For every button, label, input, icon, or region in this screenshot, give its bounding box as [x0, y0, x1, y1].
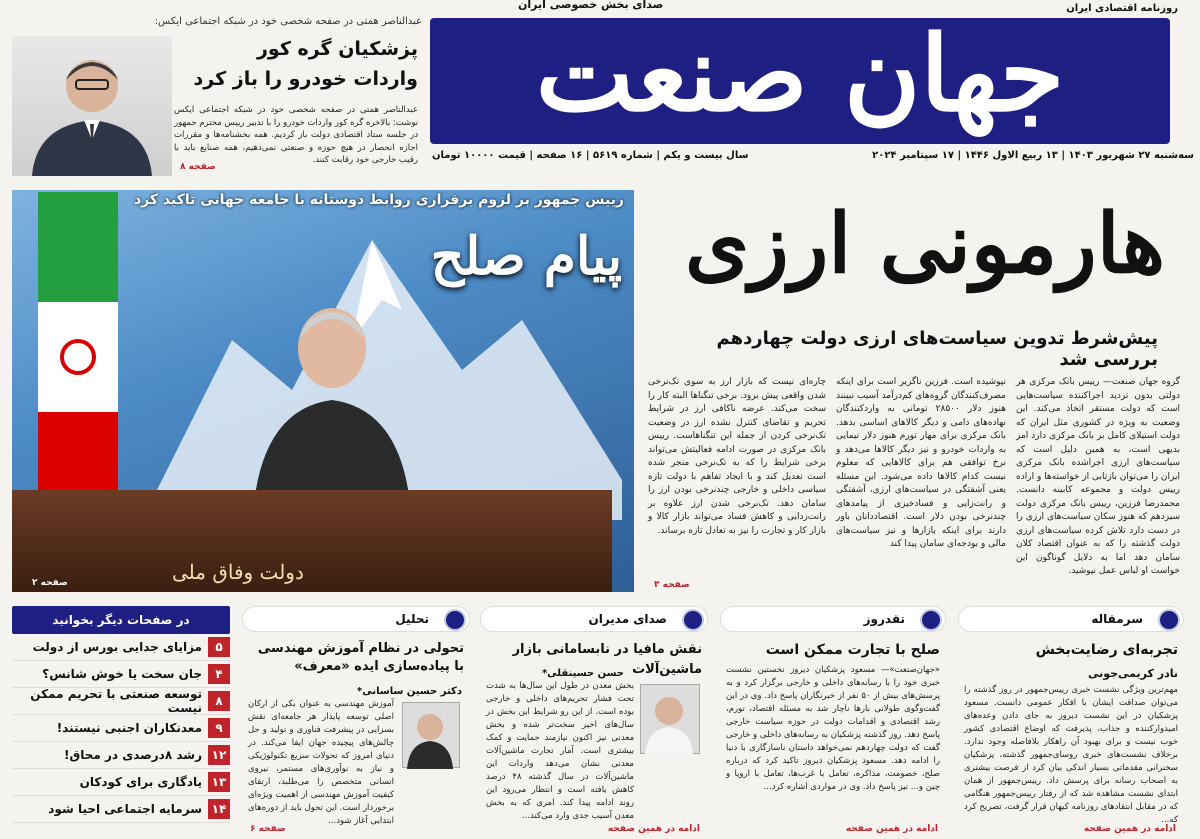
teaser-kicker: عبدالناصر همتی در صفحه شخصی خود در شبکه اجتماعی ایکس: [154, 16, 422, 27]
author-photo [402, 702, 460, 768]
tagline: صدای بخش خصوصی ایران [518, 0, 664, 11]
section-icon [1158, 609, 1180, 631]
teaser-title-2: واردات خودرو را باز کرد [193, 68, 418, 90]
iran-flag-icon [38, 192, 118, 532]
list-item-label: یادگاری برای کودکان [79, 775, 202, 789]
list-item[interactable] [12, 661, 230, 688]
section-icon [682, 609, 704, 631]
section-more-link[interactable]: ادامه در همین صفحه [845, 824, 938, 834]
lead-column-2: نپوشیده است. فرزین ناگزیر است برای اینکه مصرف‌کنندگان گروه‌های کم‌درآمد آسیب نبینند هنوز دلار ۲۸۵۰۰ تومانی به واردکنندگان نهاده‌های دامی و دیگر کالاهای اساسی بدهد. بانک مرکزی برای مهار تورم هنوز دلار نیمایی به واردات خودرو و نیز دیگر کالاها می‌دهد و نرخ توافقی هم برای کالاهایی که معلوم نیست کدام کالاها داده می‌شود. این مسئله یعنی آشفتگی در سیاست‌های ارزی، آشفتگی و رانت‌زایی و فسادخیزی از پیامدهای چندنرخی بودن دلار است. اقتصاددانان باور دارند برای اینکه بازارها و نیز سیاست‌های مالی و بودجه‌ای سامان پیدا کند [836, 377, 1006, 549]
lead-column-3: چاره‌ای نیست که بازار ارز به سوی تک‌نرخی شدن واقعی پیش برود. برخی تنگناها البته کار را سخت می‌کند. عرضه ناکافی ارز در شرایط تحریم و تقاضای کنترل نشده ارز در وضعیت تک‌نرخی کردن از جمله این تنگناهاست. رییس بانک مرکزی در صورت ادامه فعالیتش می‌تواند برخی شرایط را که به تک‌نرخی منجر شده است تعدیل کند و با ایجاد تفاهم با دولت تازه سیاسی داخلی و خارجی چندنرخی بودن ارز را سامان دهد. تک‌نرخی شدن ارز علاوه بر رانت‌زدایی و کاهش فساد می‌تواند بازار کالا و بازار کار و تجارت را نیز به تعادل تازه برساند. [648, 377, 826, 536]
teaser-title-1: پزشکیان گره کور [256, 38, 418, 60]
page-number: ۱۳ [208, 772, 230, 792]
list-item[interactable] [12, 742, 230, 769]
portrait-icon [12, 36, 172, 176]
page-number: ۴ [208, 664, 230, 684]
section-body: بخش معدن در طول این سال‌ها به شدت تحت فشار تحریم‌های داخلی و خارجی بوده است. از این رو شرایط این بخش در سال‌های اخیر سخت‌تر شده و بخش معدنی نیز اکنون نیازمند حمایت و کمک بیشتری است. آمار تجارت ماشین‌آلات معدنی نشان می‌دهد واردات این ماشین‌آلات در سال گذشته ۴۸ درصد کاهش یافته است و انتظار می‌رود این روند ادامه پیدا کند. امری که به بخش معدن آسیب جدی وارد می‌کند... [486, 681, 634, 821]
list-item-label: مزایای جدایی بورس از دولت [32, 640, 202, 654]
masthead [428, 0, 1198, 182]
section-icon [444, 609, 466, 631]
paper-type: روزنامه اقتصادی ایران [1066, 3, 1178, 14]
page-number: ۹ [208, 718, 230, 738]
logo[interactable] [430, 12, 1170, 144]
page-number: ۱۴ [208, 799, 230, 819]
section-body: مهم‌ترین ویژگی نشست خبری رییس‌جمهور در روز گذشته را می‌توان صداقت ایشان با افکار عمومی دانست. مسعود پزشکیان در این نشست دیروز به جای دادن وعده‌های امیدوارکننده و جذاب، پذیرفت که اوضاع اقتصادی کشور خوب نیست و برای بهبود آن راهکار بلافاصله وجود ندارد. برخلاف نشست‌های خبری روسای‌جمهور گذشته، پزشکیان سخنرانی مقدماتی بسیار اندکی بیان کرد از فرصت بیشتری به اصحاب رسانه برای پرسش داد. رییس‌جمهور از همان ابتدای نشست مشاهده شد که از رفتار رییس‌جمهور هنگامی که در مقابل انتقادهای روزنامه کیهان قرار گرفت، تصریح کرد که... [964, 685, 1178, 825]
teaser-body: عبدالناصر همتی در صفحه شخصی خود در شبکه اجتماعی ایکس نوشت: بالاخره گره کور واردات خودرو را با تدبیر رییس محترم جمهور در جلسه ستاد اقتصادی دولت باز کردیم. همه بخشنامه‌ها و مقررات اجازه انحصار در هیچ حوزه و صنعتی نمی‌دهیم، همه صنایع باید با رقیب خارجی خود رقابت کنند. [174, 105, 418, 165]
section-header: تحلیل [242, 606, 470, 632]
section-managers-voice[interactable] [480, 602, 708, 838]
teaser-page[interactable]: صفحه ۸ [180, 162, 216, 172]
section-more-link[interactable]: ادامه در همین صفحه [607, 824, 700, 834]
section-title: تجربه‌ای رضایت‌بخش [1035, 642, 1178, 658]
podium-text: دولت وفاق ملی [172, 560, 304, 584]
section-more-link[interactable]: ادامه در همین صفحه [1083, 824, 1176, 834]
section-header: صدای مدیران [480, 606, 708, 632]
lead-headline[interactable]: هارمونی ارزی [685, 196, 1165, 292]
podium [12, 490, 612, 592]
section-header: تقدروز [720, 606, 946, 632]
teaser-article[interactable] [8, 16, 424, 178]
list-item[interactable] [12, 796, 230, 823]
lead-subhead: پیش‌شرط تدوین سیاست‌های ارزی دولت چهاردهم بررسی شد [716, 328, 1158, 370]
other-pages-box [12, 606, 230, 836]
lead-page[interactable]: صفحه ۳ [654, 580, 690, 590]
dateline [428, 150, 1198, 161]
section-header: سرمقاله [958, 606, 1184, 632]
lead-column-1: گروه جهان صنعت— رییس بانک مرکزی هر دولتی بدون تردید اجراکننده سیاست‌هایی است که دولت مستقر اتخاذ می‌کند. این وضعیت به ویژه در کشوری مثل ایران که دولت استیلای کامل بر بانک مرکزی دارد امر بدیهی است، به همین دلیل است که سیاست‌های ارزی اجراشده بانک مرکزی ایران را می‌توان بازتابی از خواسته‌ها و اراده رییس دولت و مجموعه کابینه دانست. محمدرضا فرزین، رییس بانک مرکزی دولت سیزدهم که هنوز سکان سیاست‌های ارزی را در دست دارد تلاش کرده سیاست‌های ارزی دولت گذشته را که به عنوان اقتصاد کلان سامان دهد اما به دلایل گوناگون این خواست او لباس عمل نپوشید. [1016, 377, 1180, 576]
list-item-label: توسعه صنعتی با تحریم ممکن نیست [30, 687, 202, 715]
list-item[interactable] [12, 715, 230, 742]
section-title: صلح با تجارت ممکن است [765, 642, 940, 658]
issue-text: سال بیست و یکم | شماره ۵۶۱۹ | ۱۶ صفحه | قیمت ۱۰۰۰۰ تومان [432, 150, 749, 161]
list-item-label: سرمایه اجتماعی احیا شود [48, 802, 202, 816]
page-number: ۵ [208, 637, 230, 657]
author-photo [640, 684, 700, 754]
section-more-link[interactable]: صفحه ۶ [250, 824, 286, 834]
teaser-photo [12, 36, 172, 176]
list-item-label: رشد ۸درصدی در محاق! [64, 748, 202, 762]
list-item[interactable] [12, 688, 230, 715]
hero-title[interactable]: پیام صلح [430, 226, 622, 287]
section-critique[interactable] [720, 602, 946, 838]
section-author: دکتر حسین ساسانی* [357, 686, 462, 697]
list-item[interactable] [12, 769, 230, 796]
section-body: آموزش مهندسی به عنوان یکی از ارکان اصلی توسعه پایدار هر جامعه‌ای نقش بسزایی در پیشرفت فناوری و تولید و حل چالش‌های پیچیده جهان ایفا می‌کند. در دنیای امروز که تحولات سریع تکنولوژیکی و نیاز به نوآوری‌های مستمر، نیروی انسانی متخصص را می‌طلبد، ارتقای کیفیت آموزش مهندسی از اهمیت ویژه‌ای برخوردار است. این تحول باید از دوره‌های ابتدایی آغاز شود... [248, 699, 394, 826]
section-author: حسن حسینقلی* [541, 668, 624, 679]
hero-photo[interactable] [12, 190, 634, 592]
section-title: نقش مافیا در نابسامانی بازار ماشین‌آلات [512, 642, 702, 677]
portrait-icon [401, 703, 459, 769]
section-editorial[interactable] [958, 602, 1184, 838]
section-analysis[interactable] [242, 602, 470, 838]
section-title: تحولی در نظام آموزش مهندسی با پیاده‌سازی ایده «معرف» [257, 641, 464, 674]
list-item-label: معدنکاران اجنبی نیستند! [56, 721, 202, 735]
hero-page[interactable]: صفحه ۲ [32, 578, 68, 588]
section-author: نادر کریمی‌جونی [1087, 667, 1178, 680]
page-number: ۱۲ [208, 745, 230, 765]
list-item[interactable] [12, 634, 230, 661]
list-item-label: جان سخت یا خوش شانس؟ [42, 667, 202, 681]
section-body: «جهان‌صنعت»— مسعود پزشکیان دیروز نخستین نشست خبری خود را با رسانه‌های داخلی و خارجی برگزار کرد و به پرسش‌های بیش از ۵۰ نفر از خبرنگاران پاسخ داد. وی در این گفت‌وگوی طولانی بارها ناچار شد به مسئله اقتصاد، تورم، رشد اقتصادی و اقدامات دولت در حوزه سیاست خارجی پاسخ دهد. روز گذشته پزشکیان به رسانه‌های داخلی و خارجی گفت که دولت چهاردهم نمی‌خواهد داستان ناسازگاری با دنیا را ادامه دهد. مسعود پزشکیان دیروز تاکید کرد که درباره صلح، خصومت، مذاکره، تعامل با غرب‌ها، تعامل با اروپا و چین و... نیز پاسخ داد. وی در مواردی اشاره کرد... [726, 665, 940, 792]
page-number: ۸ [208, 691, 230, 711]
hero-kicker: رییس جمهور بر لزوم برقراری روابط دوستانه با جامعه جهانی تاکید کرد [133, 192, 624, 208]
other-pages-heading: در صفحات دیگر بخوانید [12, 606, 230, 634]
portrait-icon [639, 685, 699, 755]
logo-text: جهان صنعت [535, 12, 1065, 135]
date-text: سه‌شنبه ۲۷ شهریور ۱۴۰۳ | ۱۳ ربیع الاول ۱۴۴۶ | ۱۷ سپتامبر ۲۰۲۴ [872, 150, 1194, 161]
section-icon [920, 609, 942, 631]
